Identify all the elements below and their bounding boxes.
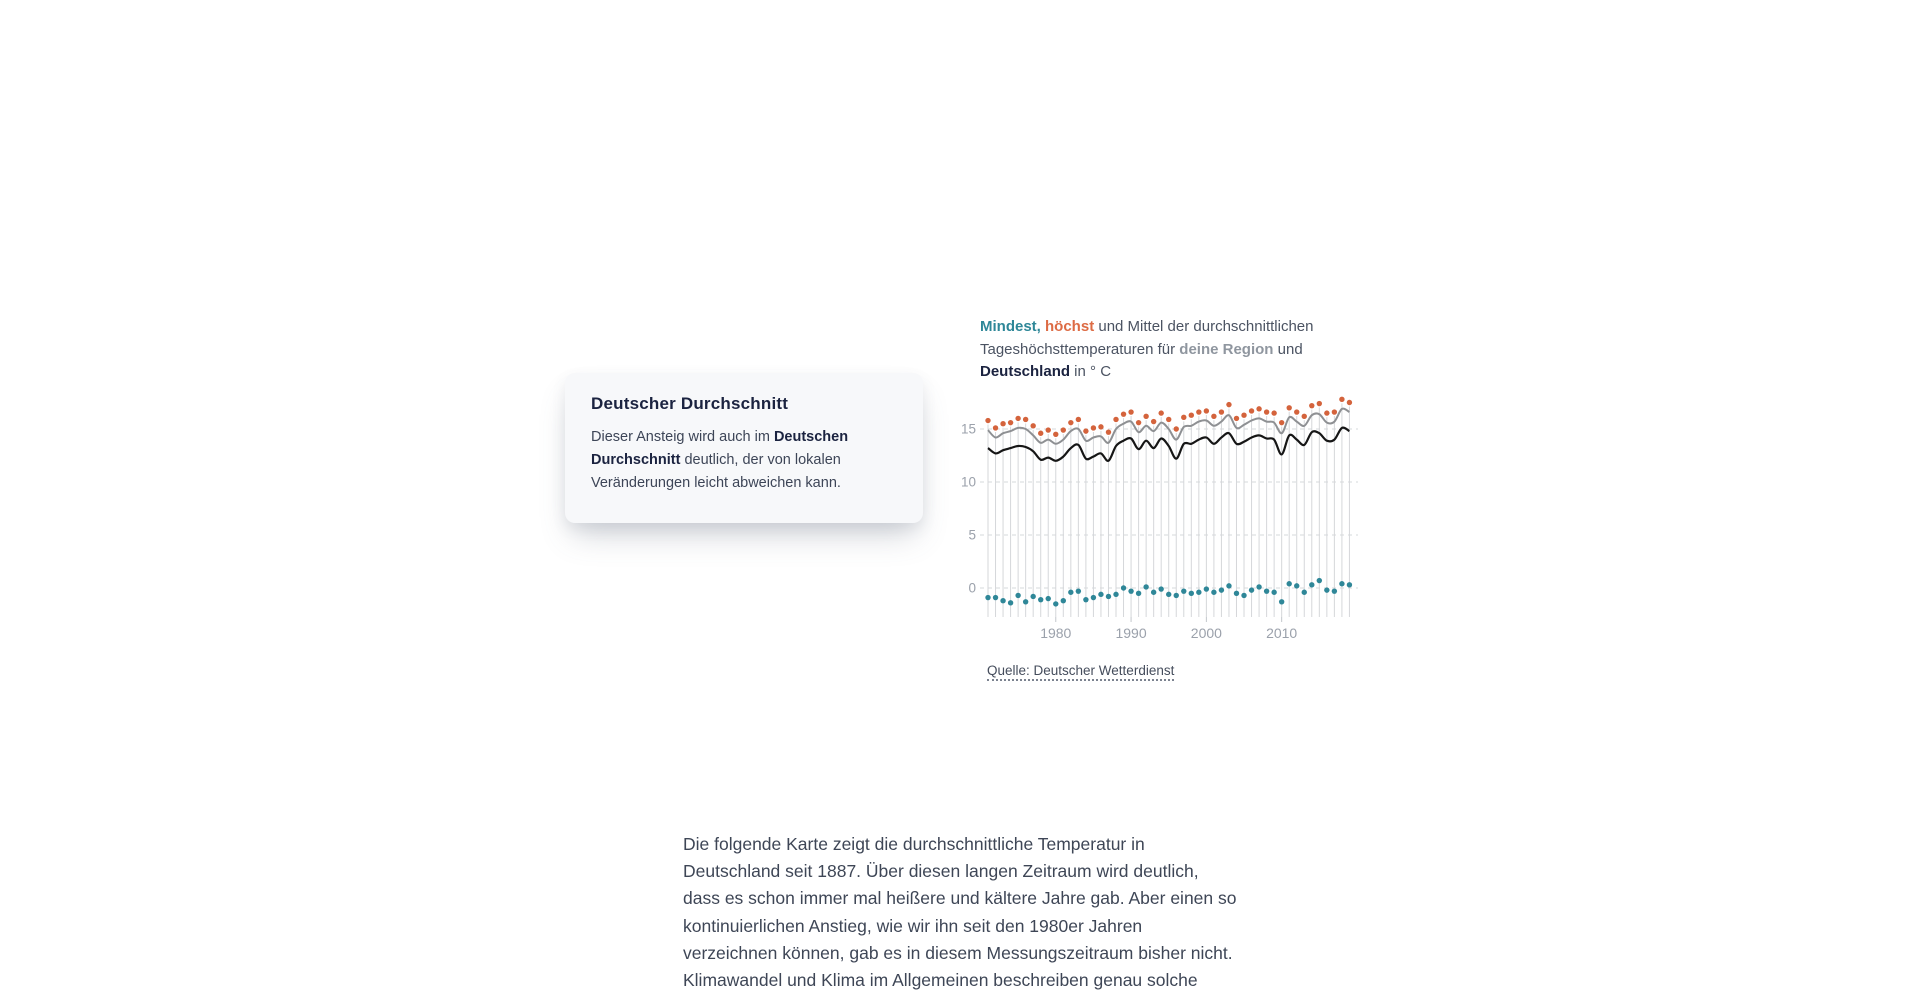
min-temp-dot [1023,599,1028,604]
max-temp-dot [1234,416,1239,421]
annotation-card [565,373,923,523]
max-temp-dot [1015,416,1020,421]
max-temp-dot [1339,397,1344,402]
min-temp-dot [1332,588,1337,593]
max-temp-dot [1136,420,1141,425]
min-temp-dot [1166,592,1171,597]
x-axis-label: 2000 [1190,625,1222,641]
max-temp-dot [1091,425,1096,430]
min-temp-dot [1158,586,1163,591]
min-temp-dot [1249,587,1254,592]
max-temp-dot [1204,408,1209,413]
max-temp-dot [1008,420,1013,425]
max-temp-dot [1181,415,1186,420]
temperature-chart-plot[interactable] [960,385,1370,660]
min-temp-dot [1174,593,1179,598]
paragraph-line: dass es schon immer mal heißere und kältere Jahre gab. Aber einen so [683,888,1237,909]
max-temp-dot [1226,402,1231,407]
max-temp-dot [1271,410,1276,415]
card-text: Dieser Ansteig wird auch im Deutschen Durchschnitt deutlich, der von lokalen Veränderungen leicht abweichen kann. [591,429,849,491]
paragraph-line: Die folgende Karte zeigt die durchschnittliche Temperatur in [683,834,1145,854]
max-temp-dot [1324,410,1329,415]
max-temp-dot [1113,417,1118,422]
min-temp-dot [1279,599,1284,604]
paragraph-line: Klimawandel und Klima im Allgemeinen beschreiben genau solche [683,970,1198,991]
min-temp-dot [1271,590,1276,595]
min-temp-dot [1068,590,1073,595]
max-temp-dot [1294,409,1299,414]
min-temp-dot [1015,593,1020,598]
max-temp-dot [1076,417,1081,422]
max-temp-dot [985,418,990,423]
max-temp-dot [1038,431,1043,436]
axes [961,422,1297,642]
min-temp-dot [1106,594,1111,599]
min-temp-dot [1189,591,1194,596]
max-temp-dot [1128,409,1133,414]
max-temp-dot [1023,417,1028,422]
min-temp-dot [1098,592,1103,597]
paragraph-line: Deutschland seit 1887. Über diesen langen Zeitraum wird deutlich, [683,861,1199,882]
max-temp-dot [1189,413,1194,418]
min-temp-dot [1234,591,1239,596]
min-temp-dot [993,595,998,600]
max-temp-dot [1219,409,1224,414]
min-temp-dot [1256,584,1261,589]
y-axis-label: 0 [968,580,976,596]
min-temp-dot [1241,593,1246,598]
max-temp-dot [1302,414,1307,419]
max-temp-dot [1046,427,1051,432]
y-axis-label: 10 [960,474,976,490]
min-temp-dot [1151,590,1156,595]
chart-title: Mindest, höchst und Mittel der durchschnittlichen Tageshöchsttemperaturen für deine Region und Deutschland in ° C [980,318,1314,380]
article-paragraph [683,831,1243,994]
x-axis-label: 2010 [1266,625,1298,641]
max-temp-dot [1053,432,1058,437]
min-temp-dot [1113,592,1118,597]
max-temp-dot [1143,414,1148,419]
min-temp-dot [1083,597,1088,602]
min-temp-dot [1317,578,1322,583]
max-temp-dot [1211,414,1216,419]
min-temp-dot [1030,594,1035,599]
max-temp-dot [1241,413,1246,418]
min-temp-dot [1128,588,1133,593]
min-temp-dot [1324,587,1329,592]
min-temp-dot [985,595,990,600]
paragraph-line: verzeichnen können, gab es in diesem Messungszeitraum bisher nicht. [683,942,1233,963]
min-temp-dot [1302,590,1307,595]
max-temp-dot [1083,428,1088,433]
max-temp-dot [1249,408,1254,413]
min-temp-dot [1000,598,1005,603]
x-axis-label: 1990 [1115,625,1147,641]
min-temp-dot [1294,583,1299,588]
max-temp-dot [1264,409,1269,414]
max-temp-dot [1256,406,1261,411]
min-temp-dot [1339,581,1344,586]
max-temp-dot [1061,427,1066,432]
max-temp-dot [993,425,998,430]
x-axis-label: 1980 [1040,625,1072,641]
max-temp-dot [1317,401,1322,406]
paragraph-line: kontinuierlichen Anstieg, wie wir ihn seit den 1980er Jahren [683,915,1143,936]
max-temp-dot [1158,410,1163,415]
max-temp-dot [1098,424,1103,429]
max-temp-dot [1174,426,1179,431]
min-temp-dot [1121,585,1126,590]
min-temp-dot [1287,581,1292,586]
min-temp-dot [1211,590,1216,595]
min-temp-dot [1309,582,1314,587]
max-temp-dot [1196,409,1201,414]
max-temp-dot [1000,421,1005,426]
card-title: Deutscher Durchschnitt [591,394,789,413]
min-temp-dot [1136,591,1141,596]
min-temp-dot [1347,582,1352,587]
max-temp-dot [1121,411,1126,416]
min-temp-dot [1226,583,1231,588]
min-temp-dot [1204,586,1209,591]
y-axis-label: 5 [968,527,976,543]
min-temp-dot [1264,588,1269,593]
y-axis-label: 15 [960,421,976,437]
max-temp-dot [1279,420,1284,425]
max-temp-dot [1332,409,1337,414]
min-temp-dot [1046,596,1051,601]
max-temp-dot [1287,405,1292,410]
min-temp-dot [1038,597,1043,602]
min-temp-dot [1143,584,1148,589]
max-temp-dot [1106,429,1111,434]
max-temp-dot [1068,420,1073,425]
max-temp-dot [1151,419,1156,424]
source-link[interactable]: Quelle: Deutscher Wetterdienst [987,663,1174,681]
max-temp-dot [1166,417,1171,422]
min-temp-dot [1008,600,1013,605]
max-temp-dot [1347,400,1352,405]
min-temp-dot [1053,601,1058,606]
min-temp-dot [1076,588,1081,593]
max-temp-dot [1030,423,1035,428]
min-temp-dot [1181,588,1186,593]
min-temp-dot [1196,590,1201,595]
min-temp-dot [1091,595,1096,600]
max-temp-dot [1309,403,1314,408]
min-temp-dot [1061,598,1066,603]
min-temp-dot [1219,587,1224,592]
